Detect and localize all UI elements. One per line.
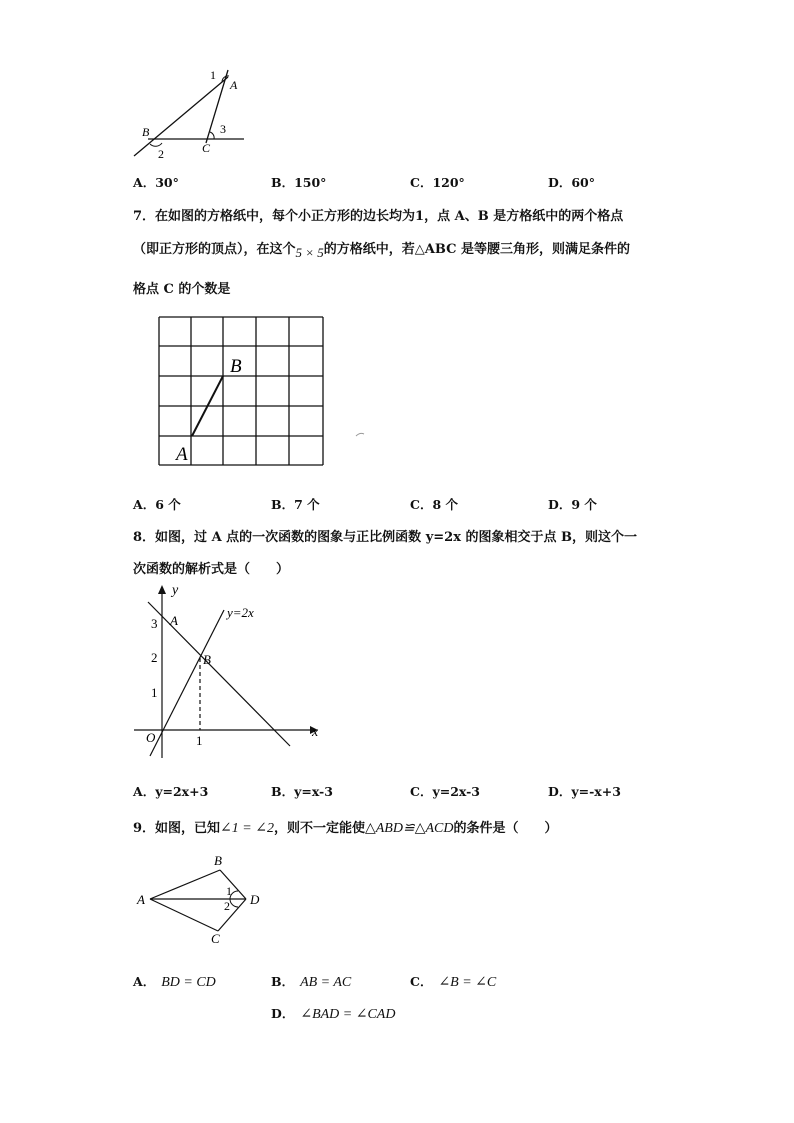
q7-label-b: B bbox=[230, 356, 242, 377]
q7-option-d: D．9 个 bbox=[548, 497, 597, 512]
q9-option-b: B． AB = AC bbox=[271, 974, 352, 990]
q8-stem-line1: 8．如图，过 A 点的一次函数的图象与正比例函数 y=2x 的图象相交于点 B，则这个一 bbox=[133, 530, 637, 545]
q9-label-d: D bbox=[250, 892, 260, 907]
q9-label-c: C bbox=[211, 931, 220, 945]
q9-angle-condition: ∠1 = ∠2 bbox=[220, 821, 274, 836]
q8-line-y2x bbox=[150, 610, 224, 756]
q7-stem-line2: （即正方形的顶点），在这个5 × 5的方格纸中，若△ABC 是等腰三角形，则满足条件的 bbox=[133, 242, 630, 260]
q9-option-a: A． BD = CD bbox=[133, 974, 216, 990]
q7-option-b: B．7 个 bbox=[271, 497, 320, 512]
q9-label-a: A bbox=[137, 892, 145, 907]
q6-option-d: D．60° bbox=[548, 175, 595, 190]
q6-angle2-arc bbox=[150, 143, 162, 146]
q8-label-b: B bbox=[203, 652, 211, 667]
q8-stem-line2: 次函数的解析式是（ ） bbox=[133, 562, 290, 577]
q8-option-b: B．y=x-3 bbox=[271, 784, 333, 799]
q7-option-a: A．6 个 bbox=[133, 497, 181, 512]
q9-congruence: △ABD≌△ACD bbox=[364, 821, 454, 836]
q7-label-a: A bbox=[176, 444, 188, 465]
q8-option-d: D．y=-x+3 bbox=[548, 784, 621, 799]
q8-label-line: y=2x bbox=[227, 605, 254, 620]
q8-option-c: C．y=2x-3 bbox=[410, 784, 481, 799]
q9-label-b: B bbox=[214, 853, 222, 868]
q6-angle3-arc bbox=[210, 132, 214, 139]
q9-label-2: 2 bbox=[224, 899, 230, 913]
q8-tick-2: 2 bbox=[151, 650, 158, 665]
q9-label-1: 1 bbox=[226, 884, 232, 898]
q6-label-a: A bbox=[230, 78, 238, 92]
q8-label-a: A bbox=[170, 613, 178, 628]
q6-label-1: 1 bbox=[210, 68, 216, 82]
q7-grid-figure bbox=[150, 308, 374, 474]
q6-label-3: 3 bbox=[220, 122, 226, 136]
q6-option-a: A．30° bbox=[133, 175, 179, 190]
q6-label-2: 2 bbox=[158, 147, 164, 160]
q8-label-x: x bbox=[312, 725, 319, 740]
q8-graph-figure bbox=[128, 580, 328, 760]
q9-option-c: C． ∠B = ∠C bbox=[410, 974, 497, 990]
q6-option-c: C．120° bbox=[410, 175, 465, 190]
q7-stem-line3: 格点 C 的个数是 bbox=[133, 282, 231, 297]
q9-figure bbox=[134, 845, 274, 945]
q6-label-c: C bbox=[202, 141, 211, 155]
q8-tick-1: 1 bbox=[151, 685, 158, 700]
q7-stem-line1: 7．在如图的方格纸中，每个小正方形的边长均为1，点 A、B 是方格纸中的两个格点 bbox=[133, 209, 624, 224]
q8-y-arrow bbox=[158, 585, 166, 594]
q6-figure bbox=[128, 60, 258, 160]
q8-tick-x1: 1 bbox=[196, 733, 203, 748]
q7-option-c: C．8 个 bbox=[410, 497, 459, 512]
q7-scan-mark bbox=[356, 433, 364, 436]
q6-label-b: B bbox=[142, 125, 150, 139]
q6-option-b: B．150° bbox=[271, 175, 327, 190]
q9-option-d: D． ∠BAD = ∠CAD bbox=[271, 1006, 396, 1022]
q9-stem: 9．如图，已知∠1 = ∠2，则不一定能使△ABD≌△ACD的条件是（ ） bbox=[133, 821, 558, 836]
q8-label-o: O bbox=[146, 730, 156, 745]
q8-label-y: y bbox=[172, 583, 179, 598]
q8-tick-3: 3 bbox=[151, 616, 158, 631]
q8-option-a: A．y=2x+3 bbox=[133, 784, 209, 799]
q7-grid-size: 5 × 5 bbox=[295, 245, 324, 260]
